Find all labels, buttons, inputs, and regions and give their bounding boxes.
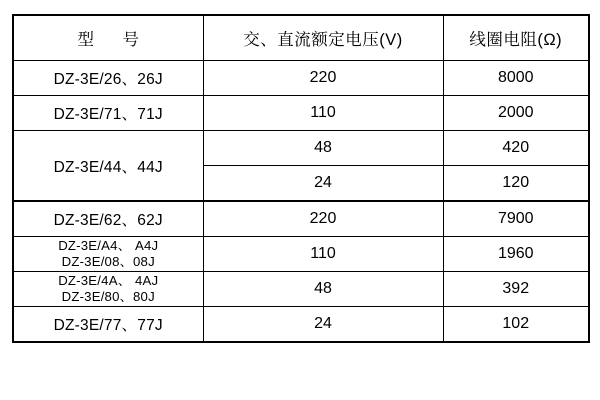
table-row	[13, 201, 589, 237]
cell-resistance: 2000	[443, 96, 589, 131]
cell-resistance: 392	[443, 272, 589, 307]
table-header	[13, 15, 589, 61]
table-row	[13, 96, 589, 131]
cell-resistance: 1960	[443, 237, 589, 272]
cell-voltage: 48	[203, 272, 443, 307]
cell-voltage: 24	[203, 307, 443, 343]
table-row	[13, 131, 589, 166]
table-row	[13, 307, 589, 343]
cell-model	[13, 237, 203, 272]
cell-model: DZ-3E/71、71J	[13, 96, 203, 131]
cell-model: DZ-3E/44、44J	[13, 131, 203, 202]
cell-model-line: DZ-3E/A4、 A4J	[58, 238, 159, 254]
column-header-resistance: 线圈电阻(Ω)	[443, 15, 589, 61]
cell-model: DZ-3E/26、26J	[13, 61, 203, 96]
table-body	[13, 61, 589, 343]
cell-model: DZ-3E/77、77J	[13, 307, 203, 343]
cell-model	[13, 272, 203, 307]
column-header-voltage: 交、直流额定电压(V)	[203, 15, 443, 61]
cell-resistance: 102	[443, 307, 589, 343]
cell-resistance: 420	[443, 131, 589, 166]
relay-spec-table	[12, 14, 590, 343]
cell-model: DZ-3E/62、62J	[13, 201, 203, 237]
table-row	[13, 272, 589, 307]
cell-voltage: 48	[203, 131, 443, 166]
cell-resistance: 7900	[443, 201, 589, 237]
column-header-model: 型 号	[13, 15, 203, 61]
cell-resistance: 120	[443, 166, 589, 202]
table-row	[13, 237, 589, 272]
cell-model-line: DZ-3E/4A、 4AJ	[58, 273, 159, 289]
cell-voltage: 220	[203, 201, 443, 237]
cell-model-line: DZ-3E/80、80J	[61, 289, 155, 304]
cell-resistance: 8000	[443, 61, 589, 96]
table-row	[13, 61, 589, 96]
cell-voltage: 110	[203, 96, 443, 131]
cell-voltage: 110	[203, 237, 443, 272]
table-header-row	[13, 15, 589, 61]
cell-voltage: 24	[203, 166, 443, 202]
cell-model-line: DZ-3E/08、08J	[61, 254, 155, 269]
cell-voltage: 220	[203, 61, 443, 96]
